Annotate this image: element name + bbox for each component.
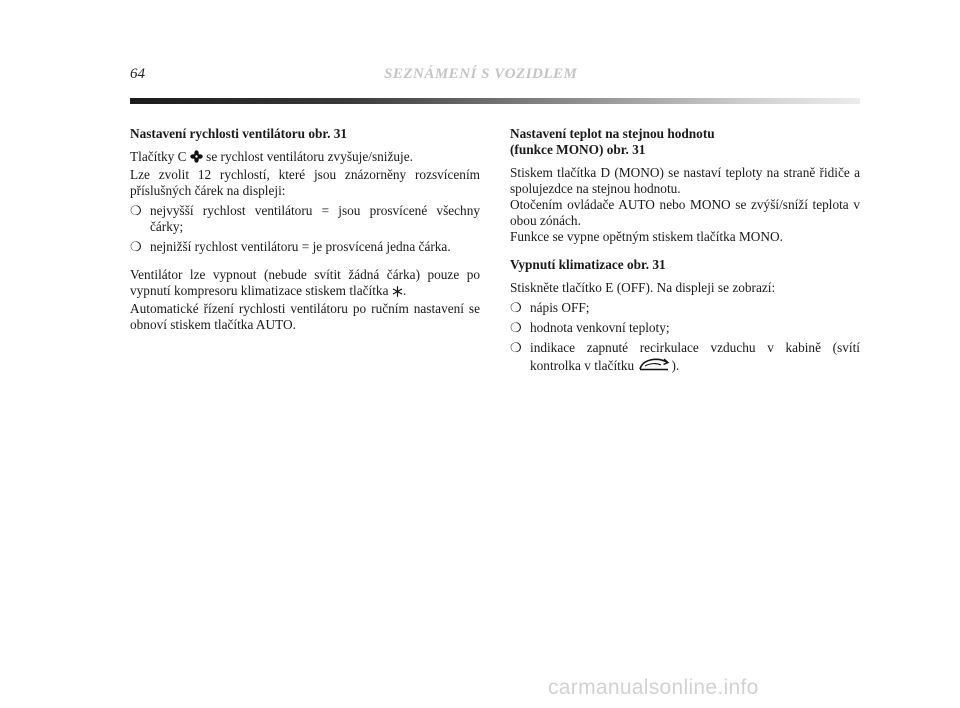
list-item — [130, 239, 480, 255]
mono-heading-line-2: (funkce MONO) obr. 31 — [510, 142, 646, 157]
bullet-mark: ❍ — [130, 239, 142, 254]
list-item — [510, 340, 860, 376]
recirculation-text-b: ). — [671, 358, 680, 373]
mono-heading — [510, 126, 860, 158]
list-item — [130, 203, 480, 235]
fan-speed-text-a: Tlačítky C — [130, 149, 187, 164]
list-item-text: nejvyšší rychlost ventilátoru = jsou prosvícené všechny čárky; — [150, 203, 480, 234]
page-number: 64 — [130, 66, 145, 82]
fan-speed-paragraph-1 — [130, 149, 480, 167]
fan-off-paragraph — [130, 267, 480, 301]
fan-off-text-a: Ventilátor lze vypnout (nebude svítit žádná čárka) pouze po vypnutí kompresoru klimatizace stiskem tlačítka — [130, 267, 480, 298]
fan-icon — [190, 150, 203, 167]
fan-speed-text-b: se rychlost ventilátoru zvyšuje/snižuje. — [206, 149, 413, 164]
ac-off-paragraph: Stiskněte tlačítko E (OFF). Na displeji se zobrazí: — [510, 280, 776, 295]
list-item-text: hodnota venkovní teploty; — [530, 320, 670, 335]
recirculation-text-a: indikace zapnuté recirkulace vzduchu v kabině (svítí kontrolka v tlačítku — [530, 340, 860, 373]
right-column — [510, 126, 860, 376]
list-item-text — [530, 340, 860, 376]
running-title: SEZNÁMENÍ S VOZIDLEM — [384, 66, 578, 82]
list-item-text: nejnižší rychlost ventilátoru = je prosvícená jedna čárka. — [150, 239, 451, 254]
mono-heading-line-1: Nastavení teplot na stejnou hodnotu — [510, 126, 715, 141]
list-item-text: nápis OFF; — [530, 300, 590, 315]
bullet-mark: ❍ — [130, 203, 142, 218]
fan-off-text-b: . — [402, 283, 407, 298]
recirculation-icon — [637, 356, 671, 376]
bullet-mark: ❍ — [510, 300, 522, 315]
fan-speed-heading: Nastavení rychlosti ventilátoru obr. 31 — [130, 126, 348, 141]
header-rule — [130, 98, 860, 104]
bullet-mark: ❍ — [510, 340, 522, 355]
mono-paragraph-1: Stiskem tlačítka D (MONO) se nastaví teploty na straně řidiče a spolujezdce na stejnou hodnotu. — [510, 165, 860, 196]
auto-fan-paragraph: Automatické řízení rychlosti ventilátoru po ručním nastavení se obnoví stiskem tlačítka AUTO. — [130, 301, 480, 332]
list-item — [510, 320, 860, 336]
ac-off-heading: Vypnutí klimatizace obr. 31 — [510, 257, 666, 272]
list-item — [510, 300, 860, 316]
fan-speed-paragraph-2: Lze zvolit 12 rychlostí, které jsou znázorněny rozsvícením příslušných čárek na displeji: — [130, 167, 480, 198]
watermark: carmanualsonline.info — [548, 676, 759, 699]
mono-paragraph-3: Funkce se vypne opětným stiskem tlačítka MONO. — [510, 229, 783, 244]
snowflake-icon — [392, 285, 403, 301]
bullet-mark: ❍ — [510, 320, 522, 335]
mono-paragraph-2: Otočením ovládače AUTO nebo MONO se zvýší/sníží teplota v obou zónách. — [510, 197, 860, 228]
left-column — [130, 126, 480, 333]
